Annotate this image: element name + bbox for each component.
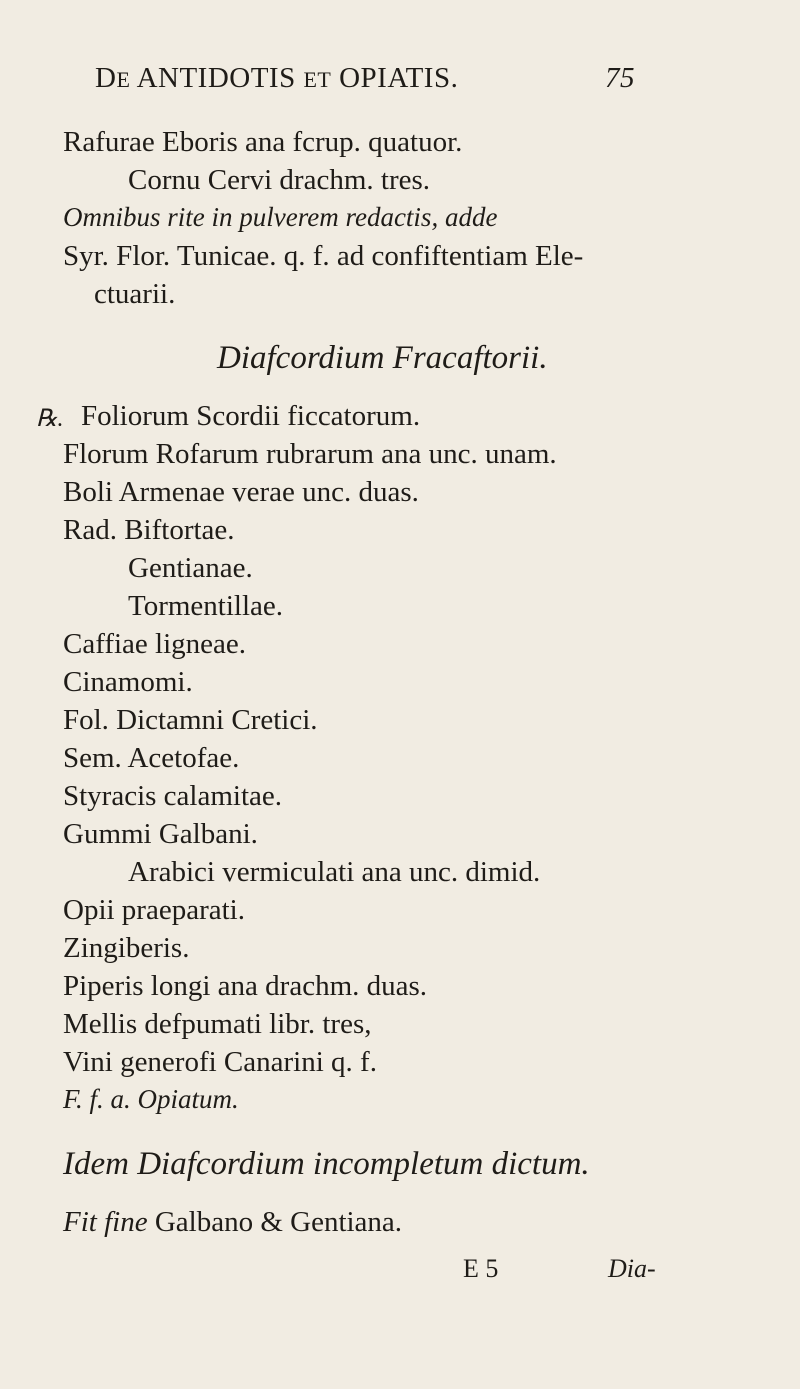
text-line: Fit fine Galbano & Gentiana.: [63, 1206, 403, 1238]
text-line: Rafurae Eboris ana fcrup. quatuor.: [63, 126, 463, 158]
recipe-item: Piperis longi ana drachm. duas.: [63, 970, 428, 1002]
recipe-item: Sem. Acetofae.: [63, 742, 240, 774]
recipe-item: Zingiberis.: [63, 932, 190, 964]
recipe-item: Rad. Biftortae.: [63, 514, 235, 546]
recipe-item: Mellis defpumati libr. tres,: [63, 1008, 372, 1040]
recipe-item: Gummi Galbani.: [63, 818, 258, 850]
recipe-item: Opii praeparati.: [63, 894, 245, 926]
recipe-item: Caffiae ligneae.: [63, 628, 247, 660]
recipe-item-italic: F. f. a. Opiatum.: [63, 1084, 239, 1114]
text-line-italic: Omnibus rite in pulverem redactis, adde: [63, 202, 498, 232]
text-line: Cornu Cervi drachm. tres.: [128, 164, 431, 196]
recipe-item: Florum Rofarum rubrarum ana unc. unam.: [63, 438, 557, 470]
recipe-item: Styracis calamitae.: [63, 780, 283, 812]
running-title: DE ANTIDOTIS ET OPIATIS.: [95, 62, 459, 94]
text-line: Syr. Flor. Tunicae. q. f. ad confiftentiam Ele-: [63, 240, 584, 272]
recipe-item: Tormentillae.: [128, 590, 283, 622]
recipe-item: Boli Armenae verae unc. duas.: [63, 476, 419, 508]
recipe-item: Cinamomi.: [63, 666, 193, 698]
text-line: ctuarii.: [94, 278, 176, 310]
recipe-symbol: ℞.: [36, 406, 64, 432]
signature-mark: E 5: [463, 1254, 499, 1283]
page-number: 75: [605, 62, 635, 94]
section-heading: Idem Diafcordium incompletum dictum.: [63, 1146, 590, 1182]
recipe-item: Vini generofi Canarini q. f.: [63, 1046, 377, 1078]
recipe-item: Foliorum Scordii ficcatorum.: [81, 400, 421, 432]
section-heading: Diafcordium Fracaftorii.: [217, 340, 548, 376]
recipe-item: Arabici vermiculati ana unc. dimid.: [128, 856, 541, 888]
catchword: Dia-: [608, 1254, 656, 1283]
recipe-item: Fol. Dictamni Cretici.: [63, 704, 318, 736]
recipe-item: Gentianae.: [128, 552, 253, 584]
